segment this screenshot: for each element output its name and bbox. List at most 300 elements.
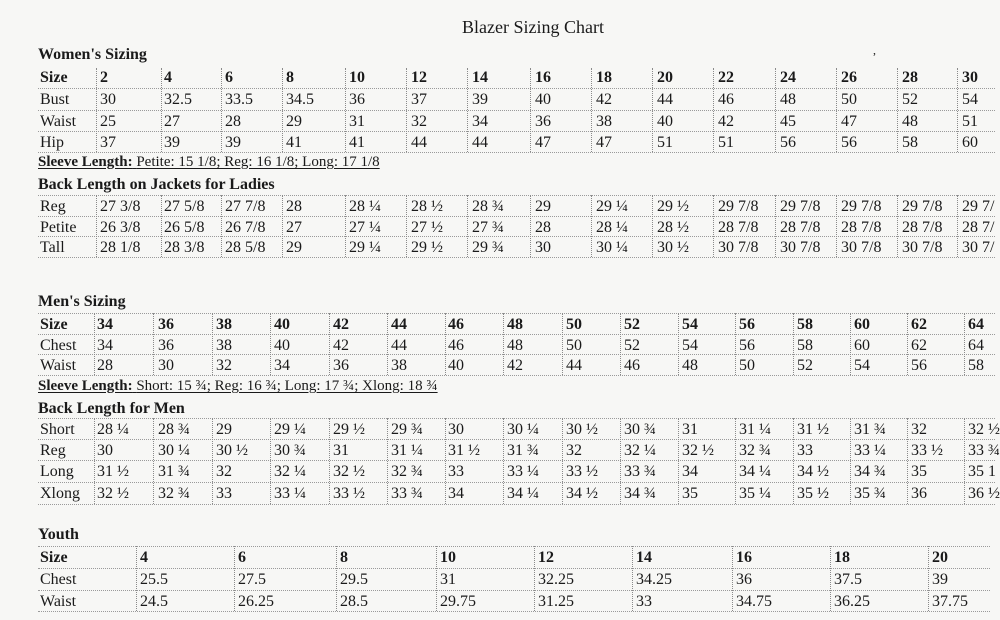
men-back-cell: 34 bbox=[448, 485, 464, 502]
youth-cell: 24.5 bbox=[140, 593, 168, 610]
youth-cell: 28.5 bbox=[340, 593, 368, 610]
women-back-cell: 26 7/8 bbox=[225, 219, 266, 236]
men-cell: 62 bbox=[911, 316, 927, 333]
grid-divider bbox=[38, 216, 995, 217]
men-back-cell: 33 bbox=[448, 463, 464, 480]
youth-cell: 39 bbox=[932, 571, 948, 588]
women-back-cell: 27 ¾ bbox=[472, 219, 504, 236]
grid-divider bbox=[38, 88, 995, 89]
grid-divider bbox=[38, 334, 995, 335]
women-cell: 44 bbox=[472, 134, 488, 151]
grid-divider bbox=[153, 313, 154, 375]
women-cell: 32 bbox=[411, 113, 427, 130]
men-cell: 56 bbox=[739, 316, 755, 333]
women-back-cell: 28 1/8 bbox=[100, 239, 141, 256]
grid-divider bbox=[503, 418, 504, 504]
men-cell: 42 bbox=[333, 316, 349, 333]
men-cell: 64 bbox=[968, 316, 984, 333]
women-back-cell: 29 ¼ bbox=[349, 239, 381, 256]
grid-divider bbox=[562, 418, 563, 504]
men-back-cell: 33 ½ bbox=[566, 463, 598, 480]
grid-divider bbox=[153, 418, 154, 504]
men-back-cell: 36 ½ bbox=[968, 485, 1000, 502]
grid-divider bbox=[928, 546, 929, 611]
women-cell: 34 bbox=[472, 113, 488, 130]
grid-divider bbox=[161, 68, 162, 152]
grid-divider bbox=[38, 257, 995, 258]
women-cell: 39 bbox=[225, 134, 241, 151]
men-cell: 54 bbox=[682, 316, 698, 333]
women-sleeve-length bbox=[38, 154, 380, 171]
men-back-row-label: Long bbox=[40, 463, 74, 480]
women-cell: 29 bbox=[286, 113, 302, 130]
grid-divider bbox=[38, 568, 990, 569]
grid-divider bbox=[38, 110, 995, 111]
men-cell: 40 bbox=[274, 316, 290, 333]
grid-divider bbox=[38, 504, 995, 505]
women-cell: 30 bbox=[100, 91, 116, 108]
men-back-cell: 34 ¼ bbox=[507, 485, 539, 502]
men-cell: 50 bbox=[566, 337, 582, 354]
women-cell: 40 bbox=[535, 91, 551, 108]
men-heading: Men's Sizing bbox=[38, 293, 126, 310]
grid-divider bbox=[345, 68, 346, 152]
men-cell: 40 bbox=[274, 337, 290, 354]
men-back-cell: 32 ¾ bbox=[158, 485, 190, 502]
women-cell: 45 bbox=[780, 113, 796, 130]
youth-cell: 25.5 bbox=[140, 571, 168, 588]
men-cell: 44 bbox=[391, 337, 407, 354]
men-back-cell: 33 ¾ bbox=[391, 485, 423, 502]
men-back-cell: 35 ¾ bbox=[854, 485, 886, 502]
men-back-row-label: Reg bbox=[40, 442, 66, 459]
women-back-cell: 28 ¾ bbox=[472, 198, 504, 215]
grid-divider bbox=[38, 313, 995, 314]
men-back-cell: 33 ½ bbox=[911, 442, 943, 459]
women-row-label: Size bbox=[40, 69, 68, 86]
youth-cell: 36 bbox=[736, 571, 752, 588]
grid-divider bbox=[735, 418, 736, 504]
women-back-cell: 30 ¼ bbox=[596, 239, 628, 256]
men-back-cell: 30 ¾ bbox=[624, 421, 656, 438]
women-cell: 48 bbox=[902, 113, 918, 130]
grid-divider bbox=[406, 195, 407, 257]
women-back-row bbox=[0, 238, 1000, 258]
women-cell: 44 bbox=[411, 134, 427, 151]
men-back-cell: 31 ½ bbox=[797, 421, 829, 438]
men-back-cell: 33 ¾ bbox=[968, 442, 1000, 459]
men-cell: 34 bbox=[97, 316, 113, 333]
women-back-cell: 29 ½ bbox=[411, 239, 443, 256]
grid-divider bbox=[221, 68, 222, 152]
grid-divider bbox=[964, 313, 965, 375]
women-back-cell: 28 7/ bbox=[962, 219, 995, 236]
women-cell: 39 bbox=[164, 134, 180, 151]
women-back-cell: 29 ¾ bbox=[472, 239, 504, 256]
men-back-cell: 35 ½ bbox=[797, 485, 829, 502]
men-back-cell: 31 ½ bbox=[97, 463, 129, 480]
youth-cell: 26.25 bbox=[238, 593, 274, 610]
women-cell: 44 bbox=[657, 91, 673, 108]
women-back-cell: 29 7/8 bbox=[841, 198, 882, 215]
women-cell: 37 bbox=[100, 134, 116, 151]
women-cell: 12 bbox=[411, 69, 427, 86]
women-back-cell: 28 ¼ bbox=[349, 198, 381, 215]
women-back-cell: 26 3/8 bbox=[100, 219, 141, 236]
grid-divider bbox=[161, 195, 162, 257]
men-back-cell: 30 bbox=[97, 442, 113, 459]
grid-divider bbox=[678, 313, 679, 375]
women-row bbox=[0, 68, 1000, 88]
men-back-cell: 32 ½ bbox=[97, 485, 129, 502]
men-back-cell: 35 1 bbox=[968, 463, 996, 480]
grid-divider bbox=[212, 313, 213, 375]
women-cell: 18 bbox=[596, 69, 612, 86]
grid-divider bbox=[94, 313, 95, 375]
men-back-cell: 30 ½ bbox=[216, 442, 248, 459]
women-back-cell: 27 ¼ bbox=[349, 219, 381, 236]
men-back-cell: 33 bbox=[216, 485, 232, 502]
grid-divider bbox=[406, 68, 407, 152]
men-back-cell: 31 ¼ bbox=[739, 421, 771, 438]
grid-divider bbox=[907, 313, 908, 375]
women-row bbox=[0, 133, 1000, 153]
men-back-cell: 30 ½ bbox=[566, 421, 598, 438]
men-back-cell: 33 ½ bbox=[333, 485, 365, 502]
women-back-row-label: Reg bbox=[40, 198, 66, 215]
youth-cell: 8 bbox=[340, 549, 348, 566]
grid-divider bbox=[620, 418, 621, 504]
men-back-cell: 32 ¾ bbox=[391, 463, 423, 480]
men-cell: 54 bbox=[854, 357, 870, 374]
women-cell: 34.5 bbox=[286, 91, 314, 108]
women-cell: 36 bbox=[349, 91, 365, 108]
women-cell: 42 bbox=[718, 113, 734, 130]
grid-divider bbox=[38, 418, 995, 419]
youth-row bbox=[0, 592, 1000, 612]
women-back-cell: 27 7/8 bbox=[225, 198, 266, 215]
men-cell: 48 bbox=[507, 337, 523, 354]
youth-heading: Youth bbox=[38, 526, 79, 543]
women-back-cell: 28 7/8 bbox=[780, 219, 821, 236]
youth-cell: 33 bbox=[636, 593, 652, 610]
women-back-cell: 30 7/ bbox=[962, 239, 995, 256]
youth-row bbox=[0, 548, 1000, 568]
grid-divider bbox=[678, 418, 679, 504]
grid-divider bbox=[957, 195, 958, 257]
women-cell: 38 bbox=[596, 113, 612, 130]
men-cell: 60 bbox=[854, 316, 870, 333]
men-back-cell: 29 bbox=[216, 421, 232, 438]
grid-divider bbox=[282, 68, 283, 152]
grid-divider bbox=[445, 418, 446, 504]
grid-divider bbox=[345, 195, 346, 257]
grid-divider bbox=[503, 313, 504, 375]
women-back-cell: 29 bbox=[535, 198, 551, 215]
grid-divider bbox=[38, 482, 995, 483]
grid-divider bbox=[136, 546, 137, 611]
grid-divider bbox=[38, 375, 995, 376]
women-heading: Women's Sizing bbox=[38, 46, 147, 63]
women-back-cell: 28 7/8 bbox=[902, 219, 943, 236]
women-cell: 56 bbox=[780, 134, 796, 151]
men-cell: 60 bbox=[854, 337, 870, 354]
men-back-cell: 35 bbox=[911, 463, 927, 480]
women-cell: 10 bbox=[349, 69, 365, 86]
women-cell: 47 bbox=[535, 134, 551, 151]
women-cell: 24 bbox=[780, 69, 796, 86]
women-cell: 32.5 bbox=[164, 91, 192, 108]
grid-divider bbox=[221, 195, 222, 257]
men-cell: 38 bbox=[216, 316, 232, 333]
grid-divider bbox=[732, 546, 733, 611]
women-cell: 6 bbox=[225, 69, 233, 86]
youth-cell: 14 bbox=[636, 549, 652, 566]
men-cell: 58 bbox=[797, 337, 813, 354]
women-back-row-label: Tall bbox=[40, 239, 65, 256]
women-cell: 28 bbox=[225, 113, 241, 130]
women-sleeve-text: Petite: 15 1/8; Reg: 16 1/8; Long: 17 1/8 bbox=[136, 154, 380, 170]
men-back-cell: 34 ½ bbox=[566, 485, 598, 502]
men-cell: 42 bbox=[333, 337, 349, 354]
grid-divider bbox=[897, 68, 898, 152]
grid-divider bbox=[591, 195, 592, 257]
grid-divider bbox=[234, 546, 235, 611]
men-back-cell: 32 bbox=[911, 421, 927, 438]
men-cell: 34 bbox=[274, 357, 290, 374]
grid-divider bbox=[850, 313, 851, 375]
youth-row-label: Size bbox=[40, 549, 68, 566]
men-back-row-label: Xlong bbox=[40, 485, 80, 502]
men-cell: 38 bbox=[216, 337, 232, 354]
men-back-cell: 31 ¼ bbox=[391, 442, 423, 459]
men-cell: 30 bbox=[158, 357, 174, 374]
women-back-cell: 30 7/8 bbox=[780, 239, 821, 256]
grid-divider bbox=[270, 313, 271, 375]
men-cell: 46 bbox=[448, 337, 464, 354]
women-back-cell: 28 ½ bbox=[411, 198, 443, 215]
women-cell: 54 bbox=[962, 91, 978, 108]
men-back-cell: 30 ¼ bbox=[158, 442, 190, 459]
women-cell: 28 bbox=[902, 69, 918, 86]
grid-divider bbox=[907, 418, 908, 504]
grid-divider bbox=[591, 68, 592, 152]
women-cell: 30 bbox=[962, 69, 978, 86]
youth-cell: 31.25 bbox=[538, 593, 574, 610]
men-back-cell: 32 ½ bbox=[333, 463, 365, 480]
grid-divider bbox=[652, 68, 653, 152]
women-cell: 60 bbox=[962, 134, 978, 151]
men-back-cell: 34 ¼ bbox=[739, 463, 771, 480]
women-back-heading: Back Length on Jackets for Ladies bbox=[38, 176, 275, 193]
grid-divider bbox=[38, 611, 990, 612]
women-back-cell: 28 ¼ bbox=[596, 219, 628, 236]
men-back-cell: 35 bbox=[682, 485, 698, 502]
women-row bbox=[0, 112, 1000, 132]
women-back-cell: 27 bbox=[286, 219, 302, 236]
men-back-cell: 33 ¼ bbox=[274, 485, 306, 502]
grid-divider bbox=[212, 418, 213, 504]
women-row bbox=[0, 90, 1000, 110]
men-back-cell: 34 ½ bbox=[797, 463, 829, 480]
men-cell: 62 bbox=[911, 337, 927, 354]
youth-cell: 36.25 bbox=[834, 593, 870, 610]
women-cell: 51 bbox=[718, 134, 734, 151]
men-cell: 46 bbox=[624, 357, 640, 374]
men-cell: 56 bbox=[739, 337, 755, 354]
grid-divider bbox=[713, 195, 714, 257]
women-cell: 33.5 bbox=[225, 91, 253, 108]
youth-cell: 18 bbox=[834, 549, 850, 566]
men-back-cell: 34 ¾ bbox=[854, 463, 886, 480]
women-row-label: Bust bbox=[40, 91, 70, 108]
men-back-row-label: Short bbox=[40, 421, 75, 438]
women-cell: 31 bbox=[349, 113, 365, 130]
grid-divider bbox=[329, 418, 330, 504]
women-back-cell: 30 7/8 bbox=[902, 239, 943, 256]
women-back-cell: 29 7/8 bbox=[718, 198, 759, 215]
youth-row-label: Chest bbox=[40, 571, 77, 588]
men-cell: 46 bbox=[448, 316, 464, 333]
women-cell: 36 bbox=[535, 113, 551, 130]
women-back-cell: 30 bbox=[535, 239, 551, 256]
men-back-cell: 31 ¾ bbox=[854, 421, 886, 438]
grid-divider bbox=[897, 195, 898, 257]
grid-divider bbox=[336, 546, 337, 611]
grid-divider bbox=[957, 68, 958, 152]
grid-divider bbox=[793, 313, 794, 375]
men-cell: 44 bbox=[566, 357, 582, 374]
men-back-cell: 32 ¼ bbox=[274, 463, 306, 480]
women-back-cell: 27 3/8 bbox=[100, 198, 141, 215]
men-back-cell: 31 ¾ bbox=[507, 442, 539, 459]
grid-divider bbox=[964, 418, 965, 504]
women-sleeve-label: Sleeve Length: bbox=[38, 154, 133, 170]
women-cell: 51 bbox=[962, 113, 978, 130]
grid-divider bbox=[850, 418, 851, 504]
youth-cell: 4 bbox=[140, 549, 148, 566]
men-cell: 36 bbox=[158, 316, 174, 333]
men-back-cell: 28 ¼ bbox=[97, 421, 129, 438]
women-back-cell: 28 ½ bbox=[657, 219, 689, 236]
men-back-cell: 32 ¾ bbox=[739, 442, 771, 459]
men-cell: 32 bbox=[216, 357, 232, 374]
men-cell: 48 bbox=[507, 316, 523, 333]
men-cell: 42 bbox=[507, 357, 523, 374]
men-back-heading: Back Length for Men bbox=[38, 400, 185, 417]
grid-divider bbox=[329, 313, 330, 375]
men-back-cell: 34 ¾ bbox=[624, 485, 656, 502]
grid-divider bbox=[38, 439, 995, 440]
grid-divider bbox=[38, 236, 995, 237]
men-back-cell: 32 bbox=[216, 463, 232, 480]
youth-cell: 6 bbox=[238, 549, 246, 566]
youth-cell: 29.75 bbox=[440, 593, 476, 610]
grid-divider bbox=[534, 546, 535, 611]
men-sleeve-length bbox=[38, 378, 438, 395]
men-back-cell: 33 ¼ bbox=[854, 442, 886, 459]
men-back-cell: 32 ½ bbox=[968, 421, 1000, 438]
youth-cell: 12 bbox=[538, 549, 554, 566]
women-cell: 41 bbox=[286, 134, 302, 151]
men-cell: 40 bbox=[448, 357, 464, 374]
grid-divider bbox=[836, 195, 837, 257]
men-back-cell: 29 ¾ bbox=[391, 421, 423, 438]
women-cell: 40 bbox=[657, 113, 673, 130]
men-row-label: Chest bbox=[40, 337, 77, 354]
men-cell: 56 bbox=[911, 357, 927, 374]
men-back-cell: 30 ¾ bbox=[274, 442, 306, 459]
grid-divider bbox=[38, 460, 995, 461]
men-back-cell: 29 ¼ bbox=[274, 421, 306, 438]
grid-divider bbox=[793, 418, 794, 504]
women-back-cell: 29 ¼ bbox=[596, 198, 628, 215]
men-sleeve-label: Sleeve Length: bbox=[38, 378, 133, 394]
men-back-cell: 31 bbox=[682, 421, 698, 438]
grid-divider bbox=[436, 546, 437, 611]
men-cell: 28 bbox=[97, 357, 113, 374]
women-cell: 27 bbox=[164, 113, 180, 130]
women-cell: 14 bbox=[472, 69, 488, 86]
women-back-cell: 28 bbox=[535, 219, 551, 236]
men-back-cell: 31 ½ bbox=[448, 442, 480, 459]
grid-divider bbox=[836, 68, 837, 152]
youth-cell: 34.75 bbox=[736, 593, 772, 610]
men-cell: 58 bbox=[968, 357, 984, 374]
grid-divider bbox=[387, 418, 388, 504]
women-cell: 48 bbox=[780, 91, 796, 108]
men-cell: 50 bbox=[566, 316, 582, 333]
grid-divider bbox=[282, 195, 283, 257]
grid-divider bbox=[38, 354, 995, 355]
women-cell: 41 bbox=[349, 134, 365, 151]
men-back-cell: 32 ¼ bbox=[624, 442, 656, 459]
men-back-cell: 30 ¼ bbox=[507, 421, 539, 438]
men-cell: 44 bbox=[391, 316, 407, 333]
youth-cell: 20 bbox=[932, 549, 948, 566]
women-back-cell: 28 7/8 bbox=[718, 219, 759, 236]
women-cell: 26 bbox=[841, 69, 857, 86]
women-cell: 46 bbox=[718, 91, 734, 108]
women-back-cell: 30 7/8 bbox=[718, 239, 759, 256]
men-back-cell: 33 bbox=[797, 442, 813, 459]
women-back-cell: 29 7/ bbox=[962, 198, 995, 215]
grid-divider bbox=[38, 590, 990, 591]
grid-divider bbox=[445, 313, 446, 375]
men-sleeve-text: Short: 15 ¾; Reg: 16 ¾; Long: 17 ¾; Xlong: 18 ¾ bbox=[136, 378, 438, 394]
men-back-cell: 30 bbox=[448, 421, 464, 438]
men-back-cell: 31 ¾ bbox=[158, 463, 190, 480]
men-row-label: Waist bbox=[40, 357, 77, 374]
women-cell: 8 bbox=[286, 69, 294, 86]
stray-mark: , bbox=[873, 43, 876, 57]
youth-cell: 34.25 bbox=[636, 571, 672, 588]
men-cell: 52 bbox=[624, 337, 640, 354]
grid-divider bbox=[38, 195, 995, 196]
grid-divider bbox=[775, 68, 776, 152]
men-cell: 36 bbox=[158, 337, 174, 354]
women-cell: 52 bbox=[902, 91, 918, 108]
grid-divider bbox=[38, 152, 995, 153]
grid-divider bbox=[530, 68, 531, 152]
women-cell: 4 bbox=[164, 69, 172, 86]
grid-divider bbox=[562, 313, 563, 375]
men-cell: 54 bbox=[682, 337, 698, 354]
women-back-cell: 29 7/8 bbox=[780, 198, 821, 215]
men-back-cell: 31 bbox=[333, 442, 349, 459]
women-back-cell: 29 bbox=[286, 239, 302, 256]
chart-title: Blazer Sizing Chart bbox=[462, 17, 604, 37]
